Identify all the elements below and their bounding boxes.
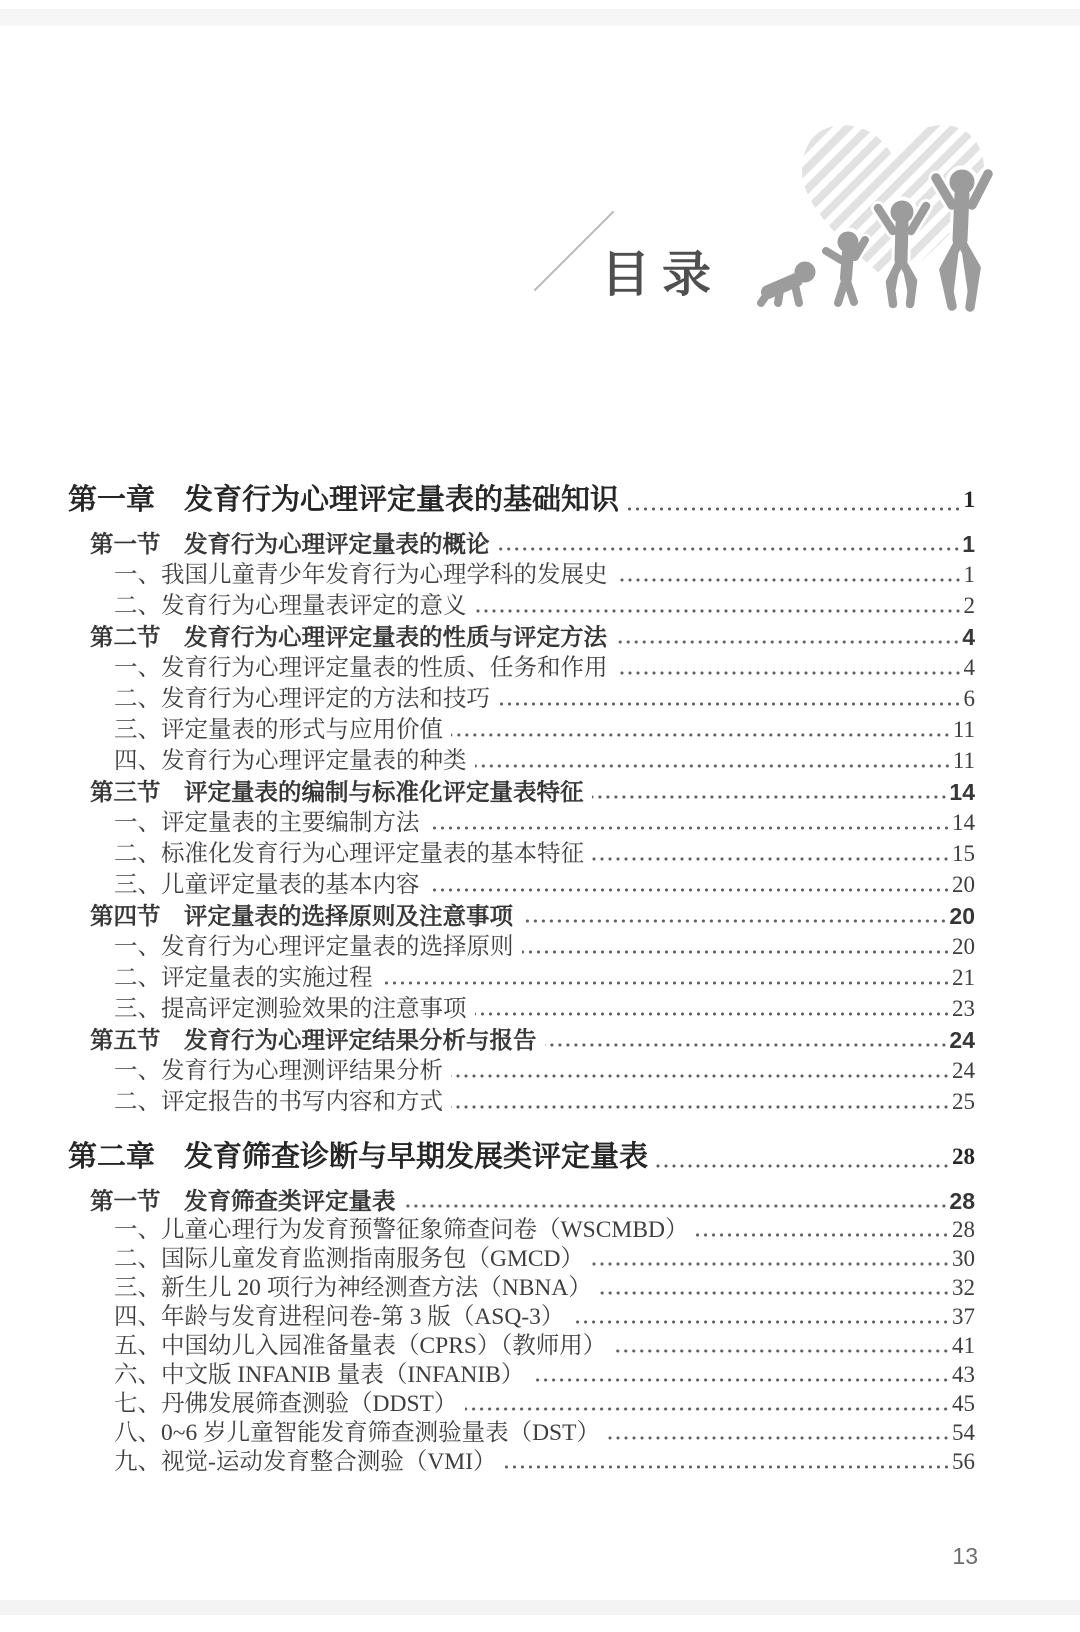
toc-entry-page: 24: [952, 1058, 975, 1083]
dot-leader: [592, 857, 950, 861]
dot-leader: [608, 1436, 950, 1440]
dot-leader: [475, 609, 962, 613]
toc-entry: [68, 716, 975, 744]
toc-entry: [68, 530, 975, 558]
dot-leader: [532, 1378, 950, 1382]
dot-leader: [404, 1204, 948, 1208]
dot-leader: [381, 981, 951, 985]
dot-leader: [475, 1012, 951, 1016]
toc-entry: [68, 840, 975, 868]
toc-entry-page: 4: [963, 655, 975, 680]
bottom-scan-band: [0, 1600, 1080, 1615]
toc-entry: [68, 809, 975, 837]
toc-entry-page: 30: [952, 1246, 975, 1271]
toc-entry: [68, 1026, 975, 1054]
toc-entry-page: 14: [949, 779, 975, 805]
toc-entry-page: 4: [962, 624, 975, 650]
dot-leader: [592, 795, 948, 799]
toc-entry-label: 一、评定量表的主要编制方法: [114, 810, 420, 836]
dot-leader: [545, 1043, 948, 1047]
toc-entry-page: 20: [949, 903, 975, 929]
toc-entry-page: 11: [952, 748, 975, 773]
dot-leader: [572, 1320, 950, 1324]
dot-leader: [696, 1233, 950, 1237]
toc-entry-label: 第一节 发育行为心理评定量表的概论: [90, 531, 490, 557]
toc-entry: [68, 1390, 975, 1418]
dot-leader: [498, 547, 961, 551]
header: [0, 0, 1080, 360]
toc-entry: [68, 1088, 975, 1116]
toc-entry: [68, 1303, 975, 1331]
toc-entry-label: 九、视觉-运动发育整合测验（VMI）: [114, 1449, 497, 1475]
toc-entry-page: 25: [952, 1089, 975, 1114]
toc-entry-label: 一、发育行为心理评定量表的选择原则: [114, 934, 514, 960]
toc-entry-label: 第二章 发育筛查诊断与早期发展类评定量表: [68, 1141, 649, 1173]
toc-entry: [68, 871, 975, 899]
toc-entry-page: 14: [952, 810, 975, 835]
toc-entry: [68, 778, 975, 806]
dot-leader: [614, 1349, 950, 1353]
toc-entry: [68, 1274, 975, 1302]
toc-entry: [68, 561, 975, 589]
toc-entry: [68, 1139, 975, 1175]
dot-leader: [465, 1407, 950, 1411]
toc-entry-page: 56: [952, 1449, 975, 1474]
toc-entry-label: 四、年龄与发育进程问卷-第 3 版（ASQ-3）: [114, 1304, 565, 1330]
dot-leader: [615, 640, 960, 644]
toc-entry: [68, 1245, 975, 1273]
toc-list: [68, 482, 975, 1477]
dot-leader: [522, 950, 951, 954]
toc-entry-page: 43: [952, 1362, 975, 1387]
dot-leader: [428, 826, 951, 830]
toc-entry-label: 一、发育行为心理评定量表的性质、任务和作用: [114, 655, 608, 681]
toc-entry: [68, 1057, 975, 1085]
children-heart-illustration: [700, 100, 1000, 340]
toc-entry-page: 2: [963, 593, 975, 618]
dot-leader: [428, 888, 951, 892]
toc-entry: [68, 685, 975, 713]
toc-entry-label: 四、发育行为心理评定量表的种类: [114, 748, 467, 774]
toc-entry: [68, 933, 975, 961]
toc-entry: [68, 995, 975, 1023]
toc-entry: [68, 1187, 975, 1215]
toc-entry-label: 三、评定量表的形式与应用价值: [114, 717, 443, 743]
toc-entry-label: 七、丹佛发展筛查测验（DDST）: [114, 1391, 458, 1417]
toc-entry-label: 二、标准化发育行为心理评定量表的基本特征: [114, 841, 584, 867]
toc-entry-page: 11: [952, 717, 975, 742]
toc-entry-label: 第一章 发育行为心理评定量表的基础知识: [68, 484, 620, 516]
toc-entry-label: 第四节 评定量表的选择原则及注意事项: [90, 903, 513, 929]
dot-leader: [616, 578, 962, 582]
toc-entry: [68, 902, 975, 930]
toc-chapter-group: [68, 1119, 975, 1477]
toc-entry-page: 41: [952, 1333, 975, 1358]
toc-entry: [68, 1448, 975, 1476]
toc-entry-page: 20: [952, 934, 975, 959]
toc-entry-page: 15: [952, 841, 975, 866]
dot-leader: [600, 1291, 950, 1295]
toc-entry: [68, 1361, 975, 1389]
toc-entry-label: 八、0~6 岁儿童智能发育筛查测验量表（DST）: [114, 1420, 600, 1446]
toc-entry-label: 第三节 评定量表的编制与标准化评定量表特征: [90, 779, 584, 805]
dot-leader: [656, 1164, 950, 1168]
toc-entry-page: 1: [962, 531, 975, 557]
toc-entry: [68, 747, 975, 775]
toc-entry-label: 二、国际儿童发育监测指南服务包（GMCD）: [114, 1246, 585, 1272]
toc-entry-page: 28: [952, 1217, 975, 1242]
page-number: 13: [952, 1543, 978, 1569]
dot-leader: [451, 733, 951, 737]
toc-entry-label: 二、发育行为心理评定的方法和技巧: [114, 686, 490, 712]
toc-entry-label: 三、新生儿 20 项行为神经测查方法（NBNA）: [114, 1275, 592, 1301]
toc-entry-page: 37: [952, 1304, 975, 1329]
dot-leader: [451, 1105, 950, 1109]
toc-entry-label: 一、儿童心理行为发育预警征象筛查问卷（WSCMBD）: [114, 1217, 689, 1243]
dot-leader: [451, 1074, 950, 1078]
toc-entry-page: 21: [952, 965, 975, 990]
toc-entry-label: 一、我国儿童青少年发育行为心理学科的发展史: [114, 562, 608, 588]
toc-entry-label: 一、发育行为心理测评结果分析: [114, 1058, 443, 1084]
dot-leader: [592, 1262, 950, 1266]
toc-entry: [68, 654, 975, 682]
dot-leader: [505, 1465, 950, 1469]
toc-entry-label: 六、中文版 INFANIB 量表（INFANIB）: [114, 1362, 525, 1388]
toc-entry-label: 五、中国幼儿入园准备量表（CPRS）（教师用）: [114, 1333, 607, 1359]
toc-entry-page: 6: [963, 686, 975, 711]
toc-entry-label: 二、评定报告的书写内容和方式: [114, 1089, 443, 1115]
toc-entry: [68, 964, 975, 992]
toc-entry-label: 二、评定量表的实施过程: [114, 965, 373, 991]
toc-entry: [68, 482, 975, 518]
toc-entry-page: 24: [949, 1027, 975, 1053]
toc-entry-page: 1: [963, 487, 975, 512]
toc-entry-page: 23: [952, 996, 975, 1021]
toc-entry-page: 1: [963, 562, 975, 587]
dot-leader: [616, 671, 962, 675]
toc-entry-page: 32: [952, 1275, 975, 1300]
page-title: 目录: [601, 248, 724, 302]
toc-entry-label: 二、发育行为心理量表评定的意义: [114, 593, 467, 619]
toc-entry: [68, 1419, 975, 1447]
toc-entry-label: 第二节 发育行为心理评定量表的性质与评定方法: [90, 624, 607, 650]
toddler-icon: [826, 232, 865, 303]
toc-entry-label: 三、提高评定测验效果的注意事项: [114, 996, 467, 1022]
toc-entry: [68, 1332, 975, 1360]
toc-entry-page: 28: [949, 1188, 975, 1214]
toc-entry-label: 第五节 发育行为心理评定结果分析与报告: [90, 1027, 537, 1053]
dot-leader: [521, 919, 947, 923]
toc-entry-page: 28: [952, 1144, 975, 1169]
toc-entry-page: 20: [952, 872, 975, 897]
dot-leader: [498, 702, 962, 706]
dot-leader: [475, 764, 951, 768]
toc-entry-label: 三、儿童评定量表的基本内容: [114, 872, 420, 898]
toc-entry-label: 第一节 发育筛查类评定量表: [90, 1188, 396, 1214]
toc-entry: [68, 592, 975, 620]
toc-entry-page: 54: [952, 1420, 975, 1445]
toc-entry: [68, 1216, 975, 1244]
dot-leader: [627, 507, 961, 511]
toc-entry: [68, 623, 975, 651]
toc-chapter-group: [68, 482, 975, 1119]
toc-entry-page: 45: [952, 1391, 975, 1416]
